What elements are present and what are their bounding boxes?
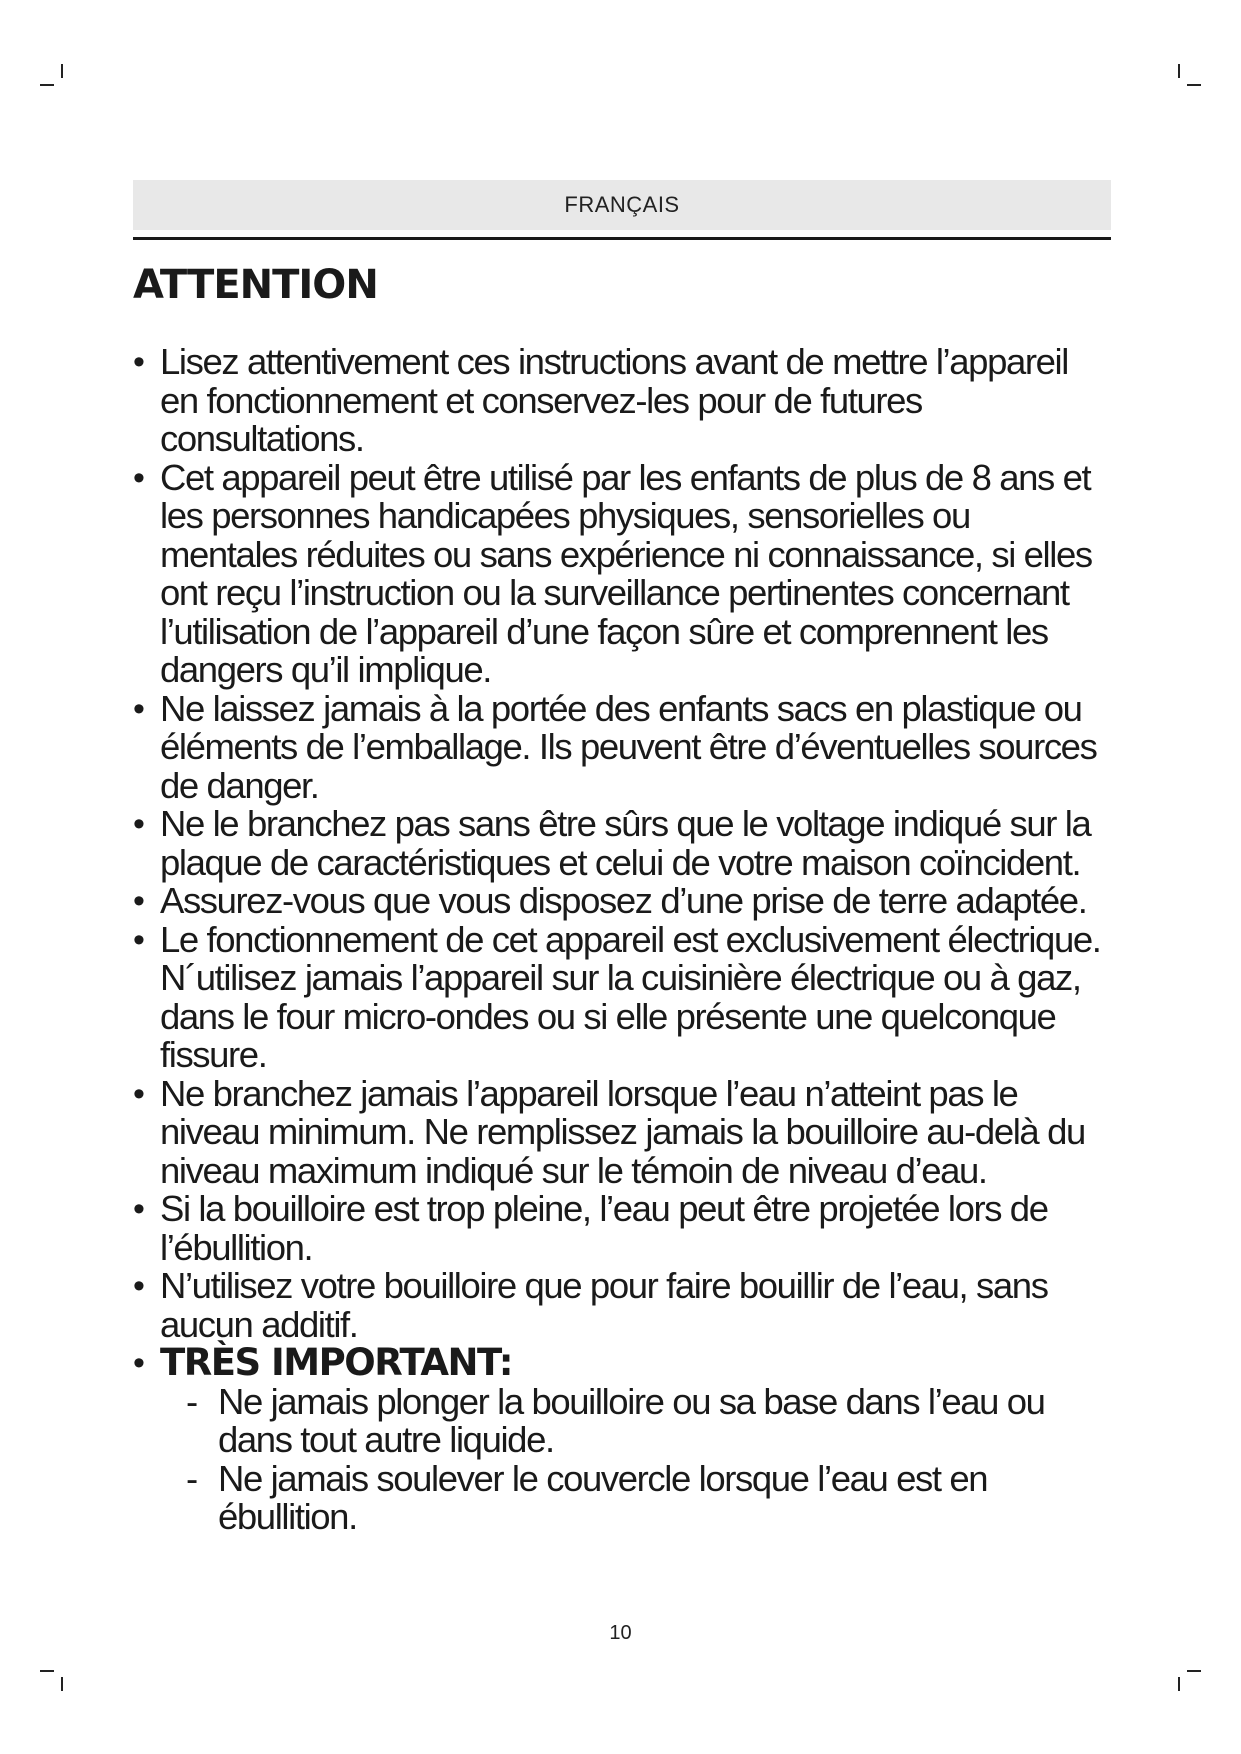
language-header	[133, 180, 1111, 230]
bullet-icon: •	[133, 882, 144, 920]
warning-text: Lisez attentivement ces instructions avant de mettre l’appareil en fonctionnement et conservez-les pour de futures consultations.	[160, 341, 1068, 459]
header-divider	[133, 237, 1111, 240]
warning-text: Ne le branchez pas sans être sûrs que le voltage indiqué sur la plaque de caractéristiques et celui de votre maison coïncident.	[160, 803, 1091, 883]
warning-text: Assurez-vous que vous disposez d’une prise de terre adaptée.	[160, 880, 1087, 921]
bullet-icon: •	[133, 1344, 144, 1382]
warning-text: Le fonctionnement de cet appareil est exclusivement électrique. N´utilisez jamais l’appareil sur la cuisinière électrique ou à gaz, dans le four micro-ondes ou si elle présente une quelconque fissure.	[160, 918, 1101, 1075]
warning-item	[133, 918, 1113, 1075]
bullet-icon: •	[133, 1190, 144, 1228]
important-sublist	[160, 1380, 1113, 1537]
bullet-icon: •	[133, 343, 144, 381]
bullet-icon: •	[133, 920, 144, 959]
crop-mark-tr-v	[1178, 64, 1180, 78]
important-subitem	[160, 1457, 1113, 1537]
crop-mark-tl-v	[61, 64, 63, 78]
warning-item	[133, 687, 1113, 806]
page-number: 10	[609, 1622, 632, 1644]
warning-text: N’utilisez votre bouilloire que pour faire bouillir de l’eau, sans aucun additif.	[160, 1265, 1048, 1345]
crop-mark-bl-v	[61, 1677, 63, 1691]
dash-icon: -	[186, 1457, 197, 1499]
important-label: TRÈS IMPORTANT:	[160, 1341, 512, 1384]
crop-mark-br-v	[1178, 1677, 1180, 1691]
warning-item	[133, 1072, 1113, 1191]
warning-item	[133, 882, 1113, 921]
language-label: FRANÇAIS	[564, 192, 680, 217]
crop-mark-tr-h	[1187, 84, 1201, 86]
page-title: ATTENTION	[133, 262, 378, 308]
warning-item	[133, 456, 1113, 690]
warning-item	[133, 805, 1113, 882]
crop-mark-br-h	[1187, 1670, 1201, 1672]
warning-item	[133, 343, 1113, 459]
warning-text: Ne laissez jamais à la portée des enfants sacs en plastique ou éléments de l’emballage. Ils peuvent être d’éventuelles sources de danger.	[160, 687, 1097, 806]
warning-item	[133, 1190, 1113, 1267]
important-text: Ne jamais soulever le couvercle lorsque l’eau est en ébullition.	[218, 1457, 988, 1537]
bullet-icon: •	[133, 458, 144, 497]
bullet-icon: •	[133, 689, 144, 728]
crop-mark-tl-h	[40, 84, 54, 86]
bullet-icon: •	[133, 1267, 144, 1305]
warning-list	[133, 343, 1113, 1537]
dash-icon: -	[186, 1380, 197, 1422]
warning-text: Cet appareil peut être utilisé par les enfants de plus de 8 ans et les personnes handicapées physiques, sensorielles ou mentales réduites ou sans expérience ni connaissance, si elles ont reçu l’instruction ou la surveillance pertinentes concernant l’utilisation de l’appareil d’une façon sûre et comprennent les dangers qu’il implique.	[160, 456, 1092, 690]
important-item	[133, 1341, 1113, 1537]
warning-text: Si la bouilloire est trop pleine, l’eau peut être projetée lors de l’ébullition.	[160, 1188, 1048, 1268]
important-subitem	[160, 1380, 1113, 1460]
bullet-icon: •	[133, 805, 144, 843]
warning-item	[133, 1267, 1113, 1344]
warning-text: Ne branchez jamais l’appareil lorsque l’eau n’atteint pas le niveau minimum. Ne remplissez jamais la bouilloire au-delà du niveau maximum indiqué sur le témoin de niveau d’eau.	[160, 1072, 1085, 1191]
crop-mark-bl-h	[40, 1670, 54, 1672]
important-text: Ne jamais plonger la bouilloire ou sa base dans l’eau ou dans tout autre liquide.	[218, 1380, 1045, 1460]
bullet-icon: •	[133, 1074, 144, 1113]
